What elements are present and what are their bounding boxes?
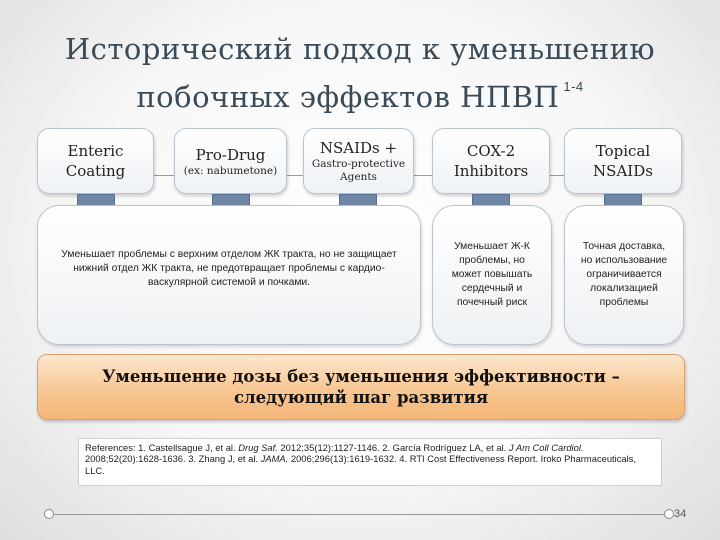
approach-sublabel: Gastro-protective Agents [311, 158, 406, 183]
approach-cox2-inhibitors [432, 128, 550, 194]
approach-topical-nsaids [564, 128, 682, 194]
outcome-cox2 [432, 205, 552, 345]
approach-sublabel: (ex: nabumetone) [183, 164, 278, 177]
slide-title [40, 30, 680, 116]
connector-line [287, 175, 303, 176]
title-line-1: Исторический подход к уменьшению [64, 32, 656, 66]
outcome-first-three [37, 205, 421, 345]
page-number: 34 [674, 508, 687, 520]
decorative-dot [664, 509, 674, 519]
references-box: References: 1. Castellsague J, et al. Drug Saf. 2012;35(12):1127-1146. 2. García Rodríguez LA, et al. J Am Coll Cardiol. 2008;52(20):1628-1636. 3. Zhang J, et al. JAMA. 2006;296(13):1619-1632. 4. RTI Cost Effectiveness Report. Iroko Pharmaceuticals, LLC. [78, 438, 662, 486]
outcome-topical [564, 205, 684, 345]
approach-nsaids-gastroprotective [303, 128, 414, 194]
conclusion-banner [37, 354, 685, 420]
approach-label: Topical NSAIDs [593, 142, 653, 180]
footer-line [54, 514, 664, 515]
outcome-text: Уменьшает проблемы с верхним отделом ЖК тракта, но не защищает нижний отдел ЖК тракта, не предотвращает проблемы с кардио-васкулярной системой и почками. [61, 249, 397, 288]
approach-label: Pro-Drug [195, 145, 266, 164]
approach-label: NSAIDs + [319, 139, 398, 157]
approach-enteric-coating [37, 128, 154, 194]
title-superscript: 1-4 [563, 79, 584, 94]
approach-pro-drug [174, 128, 287, 194]
decorative-dot [44, 509, 54, 519]
approach-label: COX-2 Inhibitors [453, 142, 529, 180]
connector-line [550, 175, 564, 176]
title-line-2: побочных эффектов НПВП $^{1-4}$ [136, 79, 584, 114]
conclusion-text: Уменьшение дозы без уменьшения эффективности – следующий шаг развития [102, 367, 620, 407]
approach-label: Enteric Coating [65, 142, 126, 180]
connector-line [414, 175, 432, 176]
outcome-text: Уменьшает Ж-К проблемы, но может повышать сердечный и почечный риск [451, 241, 533, 308]
outcome-text: Точная доставка, но использование ограничивается локализацией проблемы [580, 241, 668, 308]
connector-line [154, 175, 174, 176]
